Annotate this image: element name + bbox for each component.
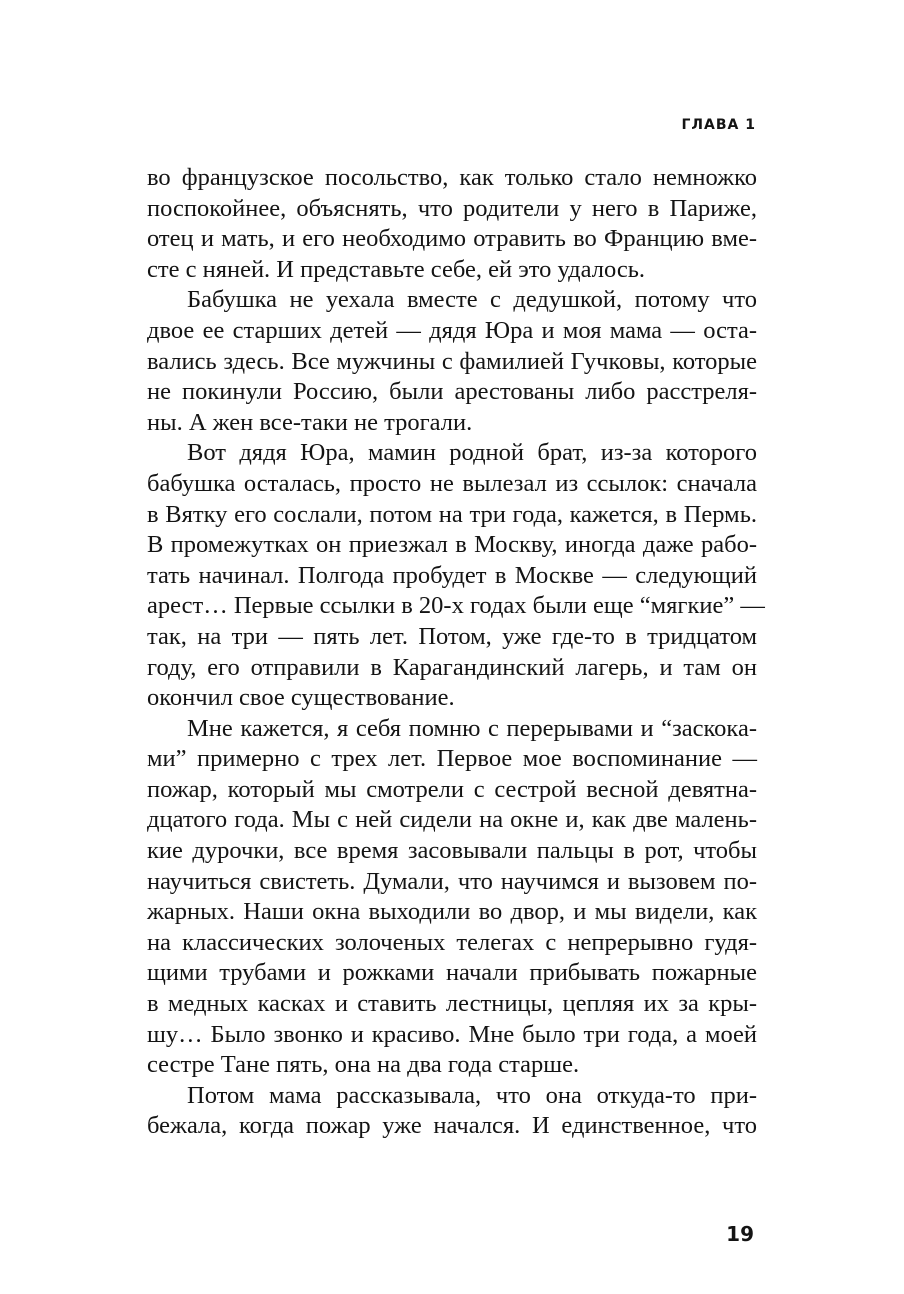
text-line: на классических золоченых телегах с непрерывно гудя- xyxy=(147,928,757,956)
text-line: так, на три — пять лет. Потом, уже где-то в тридцатом xyxy=(147,622,757,650)
text-line: в медных касках и ставить лестницы, цепляя их за кры- xyxy=(147,990,757,1018)
text-line: сте с няней. И представьте себе, ей это удалось. xyxy=(147,255,645,283)
text-line: окончил свое существование. xyxy=(147,684,455,712)
text-line: году, его отправили в Карагандинский лагерь, и там он xyxy=(147,653,757,681)
text-line: бабушка осталась, просто не вылезал из ссылок: сначала xyxy=(147,469,757,497)
text-line: щими трубами и рожками начали прибывать пожарные xyxy=(147,959,757,987)
text-line: жарных. Наши окна выходили во двор, и мы видели, как xyxy=(147,898,757,926)
text-line: бежала, когда пожар уже начался. И единственное, что xyxy=(147,1112,757,1140)
running-head: ГЛАВА 1 xyxy=(681,117,756,133)
text-line: тать начинал. Полгода пробудет в Москве — следующий xyxy=(147,561,757,589)
text-line: пожар, который мы смотрели с сестрой весной девятна- xyxy=(147,775,757,803)
text-line: Мне кажется, я себя помню с перерывами и “заскока- xyxy=(187,714,757,742)
text-line: отец и мать, и его необходимо отравить во Францию вме- xyxy=(147,225,757,253)
text-line: вались здесь. Все мужчины с фамилией Гучковы, которые xyxy=(147,347,757,375)
text-line: арест… Первые ссылки в 20-х годах были еще “мягкие” — xyxy=(147,592,765,620)
text-line: В промежутках он приезжал в Москву, иногда даже рабо- xyxy=(147,531,757,559)
text-line: научиться свистеть. Думали, что научимся и вызовем по- xyxy=(147,867,757,895)
text-line: сестре Тане пять, она на два года старше. xyxy=(147,1051,580,1079)
text-line: ми” примерно с трех лет. Первое мое воспоминание — xyxy=(147,745,757,773)
text-line: кие дурочки, все время засовывали пальцы в рот, чтобы xyxy=(147,837,757,865)
paragraph xyxy=(147,438,765,713)
text-line: шу… Было звонко и красиво. Мне было три года, а моей xyxy=(147,1020,757,1048)
page-number: 19 xyxy=(726,1222,754,1246)
text-line: не покинули Россию, были арестованы либо расстреля- xyxy=(147,378,757,406)
text-line: Вот дядя Юра, мамин родной брат, из-за которого xyxy=(187,439,757,467)
text-line: поспокойнее, объяснять, что родители у него в Париже, xyxy=(147,194,757,222)
text-line: во французское посольство, как только стало немножко xyxy=(147,164,757,191)
text-line: Бабушка не уехала вместе с дедушкой, потому что xyxy=(187,286,757,314)
paragraph xyxy=(147,714,757,1081)
text-line: Потом мама рассказывала, что она откуда-то при- xyxy=(187,1081,757,1109)
text-line: в Вятку его сослали, потом на три года, кажется, в Пермь. xyxy=(147,500,757,528)
paragraph xyxy=(147,163,757,285)
text-line: дцатого года. Мы с ней сидели на окне и, как две малень- xyxy=(147,806,757,834)
paragraph xyxy=(147,1081,757,1142)
text-line: ны. А жен все-таки не трогали. xyxy=(147,408,473,436)
body-text xyxy=(147,163,765,1142)
text-line: двое ее старших детей — дядя Юра и моя мама — оста- xyxy=(147,316,757,344)
paragraph xyxy=(147,285,757,438)
